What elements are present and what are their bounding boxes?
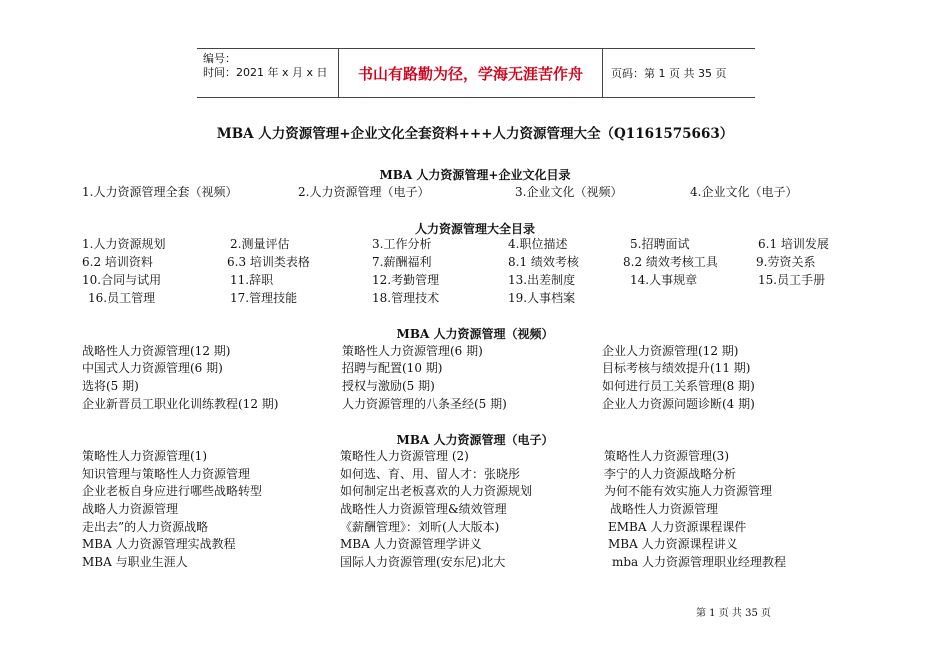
list-item: 人力资源管理的八条圣经(5 期) [342, 397, 507, 411]
list-item: 如何进行员工关系管理(8 期) [602, 379, 755, 393]
list-item: MBA 人力资源课程讲义 [608, 537, 738, 551]
list-item: 13.出差制度 [508, 273, 576, 287]
list-item: 授权与激励(5 期) [342, 379, 435, 393]
list-item: 知识管理与策略性人力资源管理 [82, 467, 251, 481]
list-item: 战略人力资源管理 [82, 502, 179, 516]
list-item: 战略性人力资源管理&绩效管理 [340, 502, 507, 516]
section-heading: MBA 人力资源管理（视频） [396, 327, 554, 341]
header-table [197, 48, 755, 98]
list-item: MBA 与职业生涯人 [82, 555, 188, 569]
document-title: MBA 人力资源管理+企业文化全套资料+++人力资源管理大全（Q1161575663） [216, 126, 734, 142]
list-item: 如何选、育、用、留人才：张晓彤 [340, 467, 521, 481]
list-item: mba 人力资源管理职业经理教程 [612, 555, 787, 569]
list-item: 1.人力资源管理全套（视频） [82, 185, 238, 199]
list-item: 企业人力资源问题诊断(4 期) [602, 397, 755, 411]
list-item: 6.1 培训发展 [758, 237, 829, 251]
list-item: 4.职位描述 [508, 237, 568, 251]
list-item: 策略性人力资源管理 (2) [340, 449, 469, 463]
list-item: 10.合同与试用 [82, 273, 162, 287]
list-item: 8.1 绩效考核 [508, 255, 579, 269]
section-heading: MBA 人力资源管理+企业文化目录 [379, 168, 571, 182]
list-item: 4.企业文化（电子） [690, 185, 798, 199]
list-item: 目标考核与绩效提升(11 期) [602, 361, 751, 375]
list-item: 选将(5 期) [82, 379, 139, 393]
list-item: 招聘与配置(10 期) [342, 361, 443, 375]
list-item: 《薪酬管理》：刘昕(人大版本) [340, 520, 500, 534]
list-item: 为何不能有效实施人力资源管理 [604, 484, 773, 498]
list-item: 企业人力资源管理(12 期) [602, 344, 739, 358]
time-label: 时间：2021 年 x 月 x 日 [203, 66, 328, 79]
list-item: 15.员工手册 [758, 273, 826, 287]
header-left-cell [197, 49, 339, 97]
list-item: 18.管理技术 [372, 291, 440, 305]
list-item: 国际人力资源管理(安东尼)北大 [340, 555, 506, 569]
list-item: 7.薪酬福利 [372, 255, 432, 269]
list-item: 策略性人力资源管理(6 期) [342, 344, 483, 358]
list-item: 16.员工管理 [88, 291, 156, 305]
list-item: 战略性人力资源管理(12 期) [82, 344, 231, 358]
list-item: 李宁的人力资源战略分析 [604, 467, 737, 481]
list-item: 6.3 培训类表格 [227, 255, 310, 269]
list-item: 17.管理技能 [230, 291, 298, 305]
list-item: 2.人力资源管理（电子） [298, 185, 430, 199]
page-footer: 第 1 页 共 35 页 [696, 608, 771, 619]
list-item: 8.2 绩效考核工具 [623, 255, 718, 269]
section-heading: 人力资源管理大全目录 [414, 222, 535, 236]
list-item: EMBA 人力资源课程课件 [608, 520, 747, 534]
motto: 书山有路勤为径，学海无涯苦作舟 [339, 49, 603, 97]
number-label: 编号： [203, 52, 236, 65]
list-item: 3.工作分析 [372, 237, 432, 251]
section-heading: MBA 人力资源管理（电子） [396, 433, 554, 447]
list-item: 走出去”的人力资源战略 [82, 520, 209, 534]
list-item: 企业老板自身应进行哪些战略转型 [82, 484, 263, 498]
list-item: 3.企业文化（视频） [515, 185, 623, 199]
list-item: 策略性人力资源管理(1) [82, 449, 207, 463]
list-item: 如何制定出老板喜欢的人力资源规划 [340, 484, 533, 498]
list-item: MBA 人力资源管理实战教程 [82, 537, 236, 551]
list-item: 14.人事规章 [630, 273, 698, 287]
list-item: 中国式人力资源管理(6 期) [82, 361, 223, 375]
list-item: 11.辞职 [230, 273, 274, 287]
list-item: 战略性人力资源管理 [610, 502, 719, 516]
list-item: MBA 人力资源管理学讲义 [340, 537, 482, 551]
list-item: 6.2 培训资料 [82, 255, 153, 269]
list-item: 策略性人力资源管理(3) [604, 449, 729, 463]
list-item: 1.人力资源规划 [82, 237, 166, 251]
list-item: 企业新晋员工职业化训练教程(12 期) [82, 397, 279, 411]
list-item: 19.人事档案 [508, 291, 576, 305]
list-item: 2.测量评估 [230, 237, 290, 251]
list-item: 5.招聘面试 [630, 237, 690, 251]
list-item: 12.考勤管理 [372, 273, 440, 287]
page-label: 页码：第 1 页 共 35 页 [611, 67, 727, 80]
list-item: 9.劳资关系 [756, 255, 816, 269]
